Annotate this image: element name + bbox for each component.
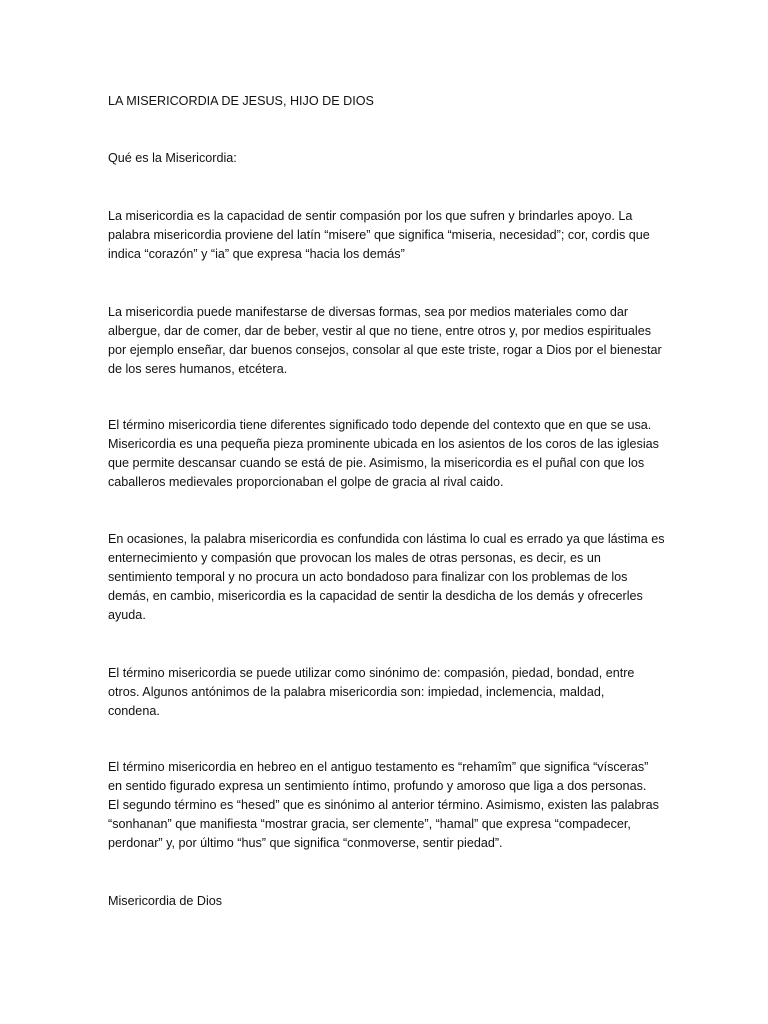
paragraph-line: indica “corazón” y “ia” que expresa “hacia los demás” [108,247,405,261]
paragraph-line: “sonhanan” que manifiesta “mostrar gracia, ser clemente”, “hamal” que expresa “compadecer, [108,817,631,831]
paragraph-line: condena. [108,704,160,718]
document-subtitle: Qué es la Misericordia: [108,151,237,165]
paragraph-line: El término misericordia se puede utilizar como sinónimo de: compasión, piedad, bondad, entre [108,666,635,680]
paragraph-line: caballeros medievales proporcionaban el golpe de gracia al rival caido. [108,475,504,489]
paragraph-line: La misericordia puede manifestarse de diversas formas, sea por medios materiales como dar [108,305,629,319]
paragraph-line: ayuda. [108,608,146,622]
paragraph-line: albergue, dar de comer, dar de beber, vestir al que no tiene, entre otros y, por medios espirituales [108,324,652,338]
paragraph-line: Misericordia es una pequeña pieza prominente ubicada en los asientos de los coros de las iglesias [108,437,659,451]
paragraph-line: El segundo término es “hesed” que es sinónimo al anterior término. Asimismo, existen las palabras [108,798,659,812]
paragraph-line: otros. Algunos antónimos de la palabra misericordia son: impiedad, inclemencia, maldad, [108,685,605,699]
paragraph-line: en sentido figurado expresa un sentimiento íntimo, profundo y amoroso que liga a dos personas. [108,779,647,793]
paragraph-line: de los seres humanos, etcétera. [108,362,288,376]
section-heading: Misericordia de Dios [108,894,223,908]
paragraph-line: enternecimiento y compasión que provocan los males de otras personas, es decir, es un [108,551,601,565]
paragraph-line: que permite descansar cuando se está de pie. Asimismo, la misericordia es el puñal con que los [108,456,645,470]
paragraph-line: sentimiento temporal y no procura un acto bondadoso para finalizar con los problemas de los [108,570,628,584]
paragraph-line: por ejemplo enseñar, dar buenos consejos, consolar al que este triste, rogar a Dios por el bienestar [108,343,662,357]
paragraph-line: palabra misericordia proviene del latín “misere” que significa “miseria, necesidad”; cor, cordis que [108,228,650,242]
paragraph-line: El término misericordia tiene diferentes significado todo depende del contexto que en que se usa. [108,418,652,432]
paragraph-line: En ocasiones, la palabra misericordia es confundida con lástima lo cual es errado ya que lástima es [108,532,665,546]
paragraph-line: El término misericordia en hebreo en el antiguo testamento es “rehamîm” que significa “vísceras” [108,760,649,774]
document-title: LA MISERICORDIA DE JESUS, HIJO DE DIOS [108,94,374,108]
paragraph-line: demás, en cambio, misericordia es la capacidad de sentir la desdicha de los demás y ofrecerles [108,589,643,603]
paragraph-line: perdonar” y, por último “hus” que significa “conmoverse, sentir piedad”. [108,836,503,850]
paragraph-line: La misericordia es la capacidad de sentir compasión por los que sufren y brindarles apoyo. La [108,209,633,223]
